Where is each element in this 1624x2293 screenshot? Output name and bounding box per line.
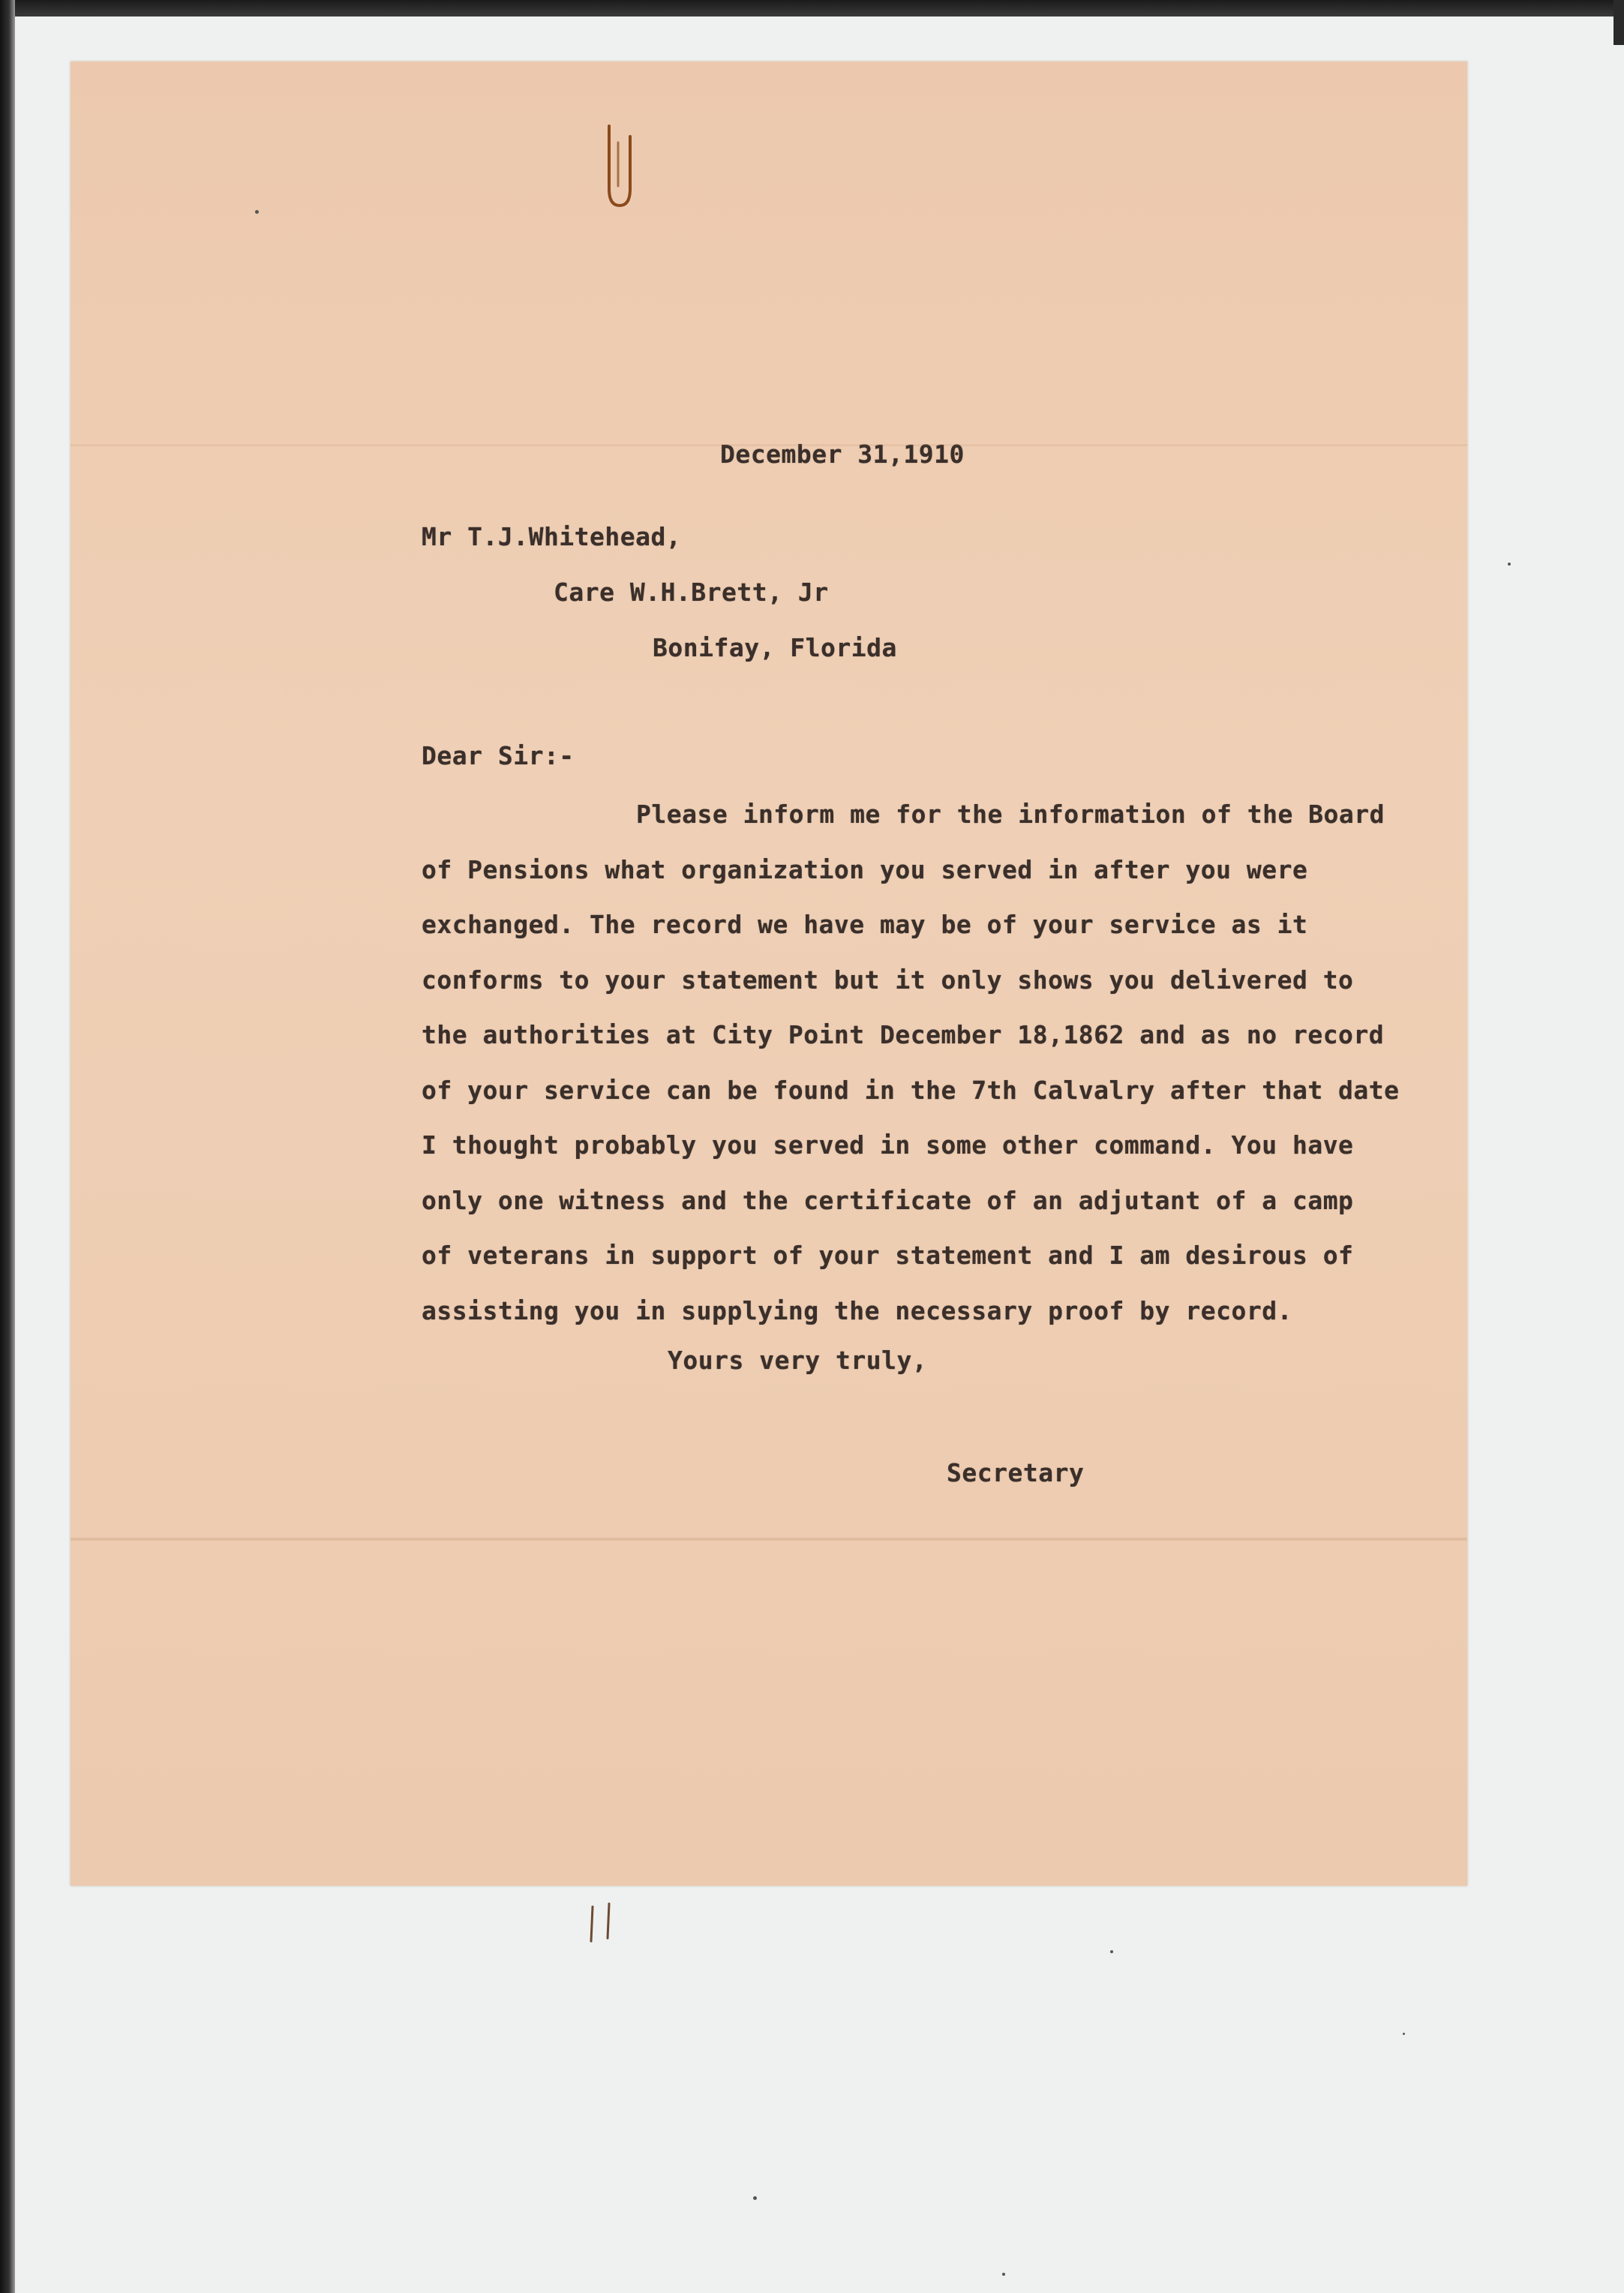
dust-speck xyxy=(1508,563,1511,566)
body-line: I thought probably you served in some other command. You have xyxy=(422,1130,1354,1160)
recipient-care-of: Care W.H.Brett, Jr xyxy=(554,578,829,607)
paperclip-stain-icon xyxy=(596,122,641,212)
letter-page xyxy=(71,62,1467,1886)
paperclip-stain-bottom-icon xyxy=(581,1899,626,1944)
dust-speck xyxy=(1403,2033,1405,2035)
recipient-name: Mr T.J.Whitehead, xyxy=(422,522,682,551)
body-line: exchanged. The record we have may be of your service as it xyxy=(422,910,1308,939)
body-line: Please inform me for the information of the Board xyxy=(636,800,1385,829)
scanner-frame-right xyxy=(1613,0,1624,45)
letter-body xyxy=(422,800,1472,1351)
scanner-frame-left xyxy=(0,0,15,2293)
body-line: only one witness and the certificate of an adjutant of a camp xyxy=(422,1185,1354,1215)
signature-title: Secretary xyxy=(947,1458,1085,1487)
dust-speck xyxy=(255,210,259,214)
body-line: of your service can be found in the 7th Calvalry after that date xyxy=(422,1075,1400,1105)
recipient-location: Bonifay, Florida xyxy=(653,633,897,662)
dust-speck xyxy=(1110,1950,1113,1953)
scanner-frame-top xyxy=(0,0,1624,17)
letter-closing: Yours very truly, xyxy=(668,1346,928,1375)
body-line: conforms to your statement but it only shows you delivered to xyxy=(422,965,1354,995)
salutation: Dear Sir:- xyxy=(422,741,575,770)
body-line: the authorities at City Point December 18,1862 and as no record xyxy=(422,1020,1385,1049)
dust-speck xyxy=(753,2196,757,2200)
body-line: of veterans in support of your statement and I am desirous of xyxy=(422,1241,1354,1270)
dust-speck xyxy=(1002,2273,1005,2276)
body-line: of Pensions what organization you served in after you were xyxy=(422,854,1308,884)
letter-date: December 31,1910 xyxy=(720,440,965,469)
body-line: assisting you in supplying the necessary proof by record. xyxy=(422,1295,1292,1325)
